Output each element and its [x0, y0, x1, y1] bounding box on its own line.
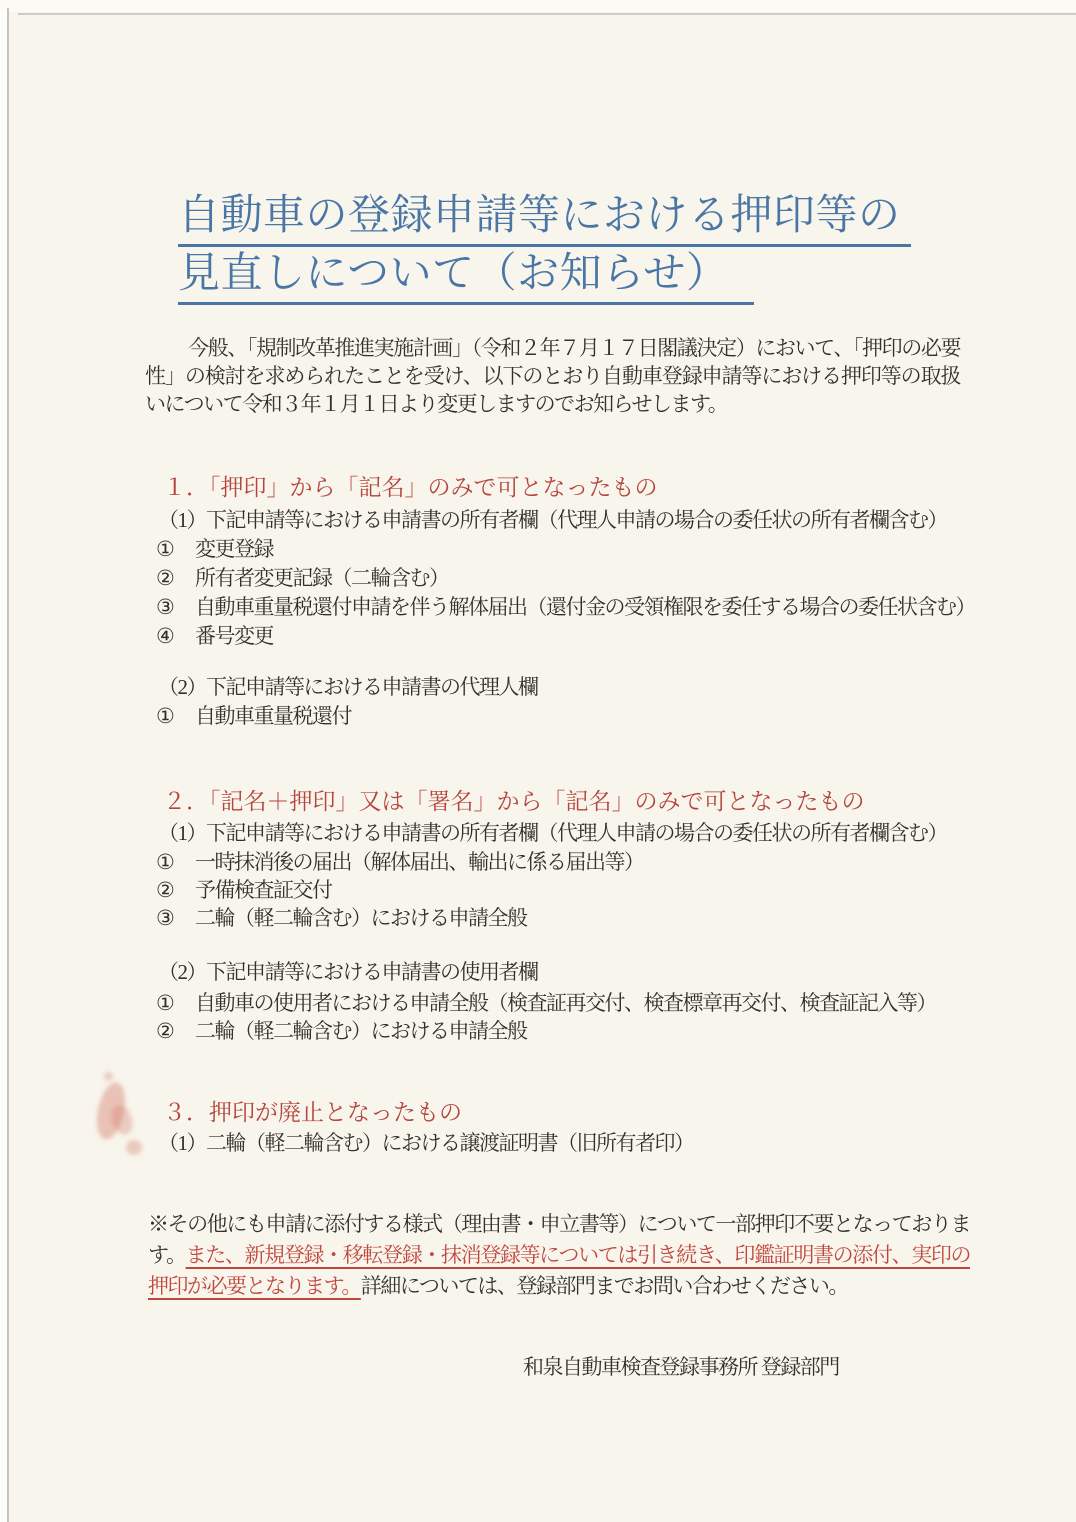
- item-marker: ①: [156, 850, 175, 874]
- section-2-sub-2-label: （2）下記申請等における申請書の使用者欄: [158, 960, 538, 984]
- list-item: [152, 1017, 972, 1045]
- section-1-sub-1-list: [152, 535, 975, 651]
- item-marker: ③: [156, 595, 175, 619]
- item-marker: ②: [156, 1019, 175, 1043]
- item-marker: ②: [156, 878, 175, 902]
- item-text: 変更登録: [195, 537, 273, 561]
- ink-stain-blob: [108, 1103, 136, 1138]
- document-title-line2: 見直しについて（お知らせ）: [178, 247, 754, 305]
- item-text: 二輪（軽二輪含む）における申請全般: [195, 906, 527, 930]
- list-item: [152, 848, 972, 876]
- footnote-paragraph: [148, 1209, 970, 1302]
- item-marker: ④: [156, 624, 175, 648]
- section-2-sub-2-list: [152, 989, 972, 1045]
- item-marker: ③: [156, 906, 175, 930]
- item-text: 自動車の使用者における申請全般（検査証再交付、検査標章再交付、検査証記入等）: [195, 991, 936, 1015]
- list-item: [152, 904, 972, 932]
- section-2-heading: ２．「記名＋押印」又は「署名」から「記名」のみで可となったもの: [163, 789, 865, 814]
- list-item: [152, 989, 972, 1017]
- item-marker: ②: [156, 566, 175, 590]
- document-title: [178, 189, 911, 305]
- paper-edge-left: [7, 8, 9, 1522]
- item-text: 自動車重量税還付: [195, 704, 351, 728]
- ink-stain-blob: [92, 1080, 129, 1142]
- issuing-office-signature: 和泉自動車検査登録事務所 登録部門: [523, 1355, 839, 1379]
- footnote-part3: 詳細については、登録部門までお問い合わせください。: [360, 1274, 848, 1298]
- list-item: [152, 535, 972, 564]
- ink-stain-blob: [126, 1140, 142, 1155]
- item-text: 一時抹消後の届出（解体届出、輸出に係る届出等）: [195, 850, 644, 874]
- item-marker: ①: [156, 704, 175, 728]
- ink-stain-blob: [104, 1072, 113, 1081]
- section-1-sub-2-label: （2）下記申請等における申請書の代理人欄: [158, 675, 538, 699]
- section-3-sub-1-label: （1）二輪（軽二輪含む）における譲渡証明書（旧所有者印）: [158, 1131, 694, 1155]
- item-marker: ①: [156, 537, 175, 561]
- intro-paragraph: 今般、「規制改革推進実施計画」（令和２年７月１７日閣議決定）において、「押印の必要性」の検討を求められたことを受け、以下のとおり自動車登録申請等における押印等の取扱いについて令和３年１月１日より変更しますのでお知らせします。: [145, 336, 960, 416]
- document-title-line1: 自動車の登録申請等における押印等の: [178, 189, 911, 247]
- footnote-red-warning: また、新規登録・移転登録・抹消登録等については引き続き、印鑑証明書の添付、実印の押印が必要となります。: [148, 1243, 970, 1298]
- item-marker: ①: [156, 991, 175, 1015]
- section-1-sub-1-label: （1）下記申請等における申請書の所有者欄（代理人申請の場合の委任状の所有者欄含む）: [158, 508, 947, 532]
- scan-bed-margin-top: [0, 0, 1076, 12]
- item-text: 番号変更: [195, 624, 273, 648]
- item-text: 所有者変更記録（二輪含む）: [195, 566, 449, 590]
- section-2-sub-1-label: （1）下記申請等における申請書の所有者欄（代理人申請の場合の委任状の所有者欄含む）: [158, 821, 947, 845]
- paper-edge-top: [18, 13, 1076, 15]
- list-item: [152, 876, 972, 904]
- list-item: [152, 564, 972, 593]
- section-2-sub-1-list: [152, 848, 972, 932]
- list-item: [152, 702, 972, 731]
- section-1-heading: １．「押印」から「記名」のみで可となったもの: [163, 475, 658, 500]
- item-text: 予備検査証交付: [195, 878, 332, 902]
- item-text: 二輪（軽二輪含む）における申請全般: [195, 1019, 527, 1043]
- list-item: [152, 622, 972, 651]
- footnote-part1: ※その他にも申請に添付する様式（理由書・申立書等）について一部押印不要となっております。: [148, 1212, 970, 1267]
- list-item: [152, 593, 975, 622]
- item-text: 自動車重量税還付申請を伴う解体届出（還付金の受領権限を委任する場合の委任状含む）: [195, 595, 975, 619]
- section-3-heading: ３．押印が廃止となったもの: [163, 1100, 462, 1125]
- section-1-sub-2-list: [152, 702, 972, 731]
- scan-bed-margin-left: [0, 0, 7, 1522]
